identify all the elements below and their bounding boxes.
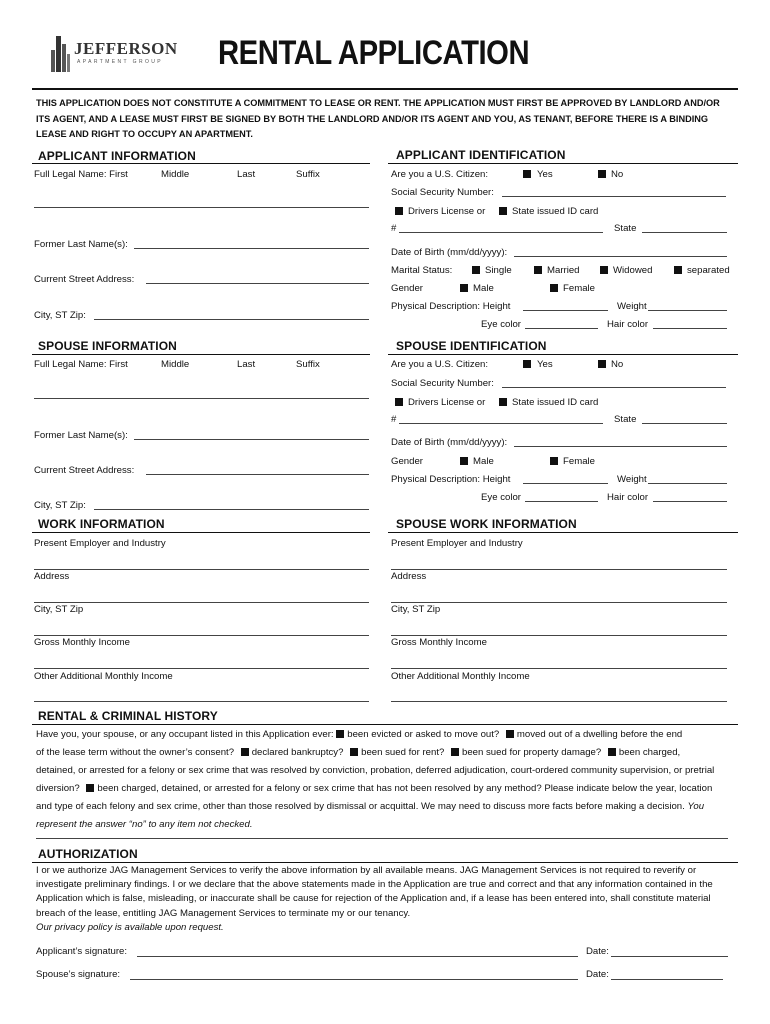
spouse-id-rule [388,354,738,355]
spouse-name-label: Full Legal Name: First [34,359,128,370]
spouse-suffix-label: Suffix [296,359,320,370]
applicant-ssn-field[interactable] [502,196,726,197]
applicant-citizen-yes[interactable] [523,169,553,180]
spouse-work-city-field[interactable] [391,635,727,636]
applicant-phys-label: Physical Description: Height [391,301,511,312]
spouse-work-employer-field[interactable] [391,569,727,570]
work-gross-field[interactable] [34,668,369,669]
applicant-height-field[interactable] [523,310,608,311]
spouse-work-city-label: City, ST Zip [391,604,441,615]
work-employer-label: Present Employer and Industry [34,538,166,549]
diversion-text: diversion? [36,783,80,794]
evicted-option: been evicted or asked to move out? [347,729,500,740]
applicant-middle-label: Middle [161,169,190,180]
applicant-dob-label: Date of Birth (mm/dd/yyyy): [391,247,508,258]
authorization-body: I or we authorize JAG Management Services to verify the above information by all available means. JAG Management Services is not required to reverify or investigate preliminary findings. I or we declare that the above statements made in the Application are true and correct and that any information contained in the Application which is false, misleading, or inaccurate shall be cause for rejection of the Application and, if a lease has been entered into, shall constitute material breach of the lease, entitling JAG Management Services to terminate my or our tenancy. [36,865,713,919]
spouse-work-address-label: Address [391,571,427,582]
spouse-state-label: State [614,414,637,425]
applicant-city-field[interactable] [94,319,369,320]
moved-out-option: moved out of a dwelling before the end [516,729,683,740]
applicant-signature-label: Applicant’s signature: [36,946,128,957]
spouse-state-field[interactable] [642,423,727,424]
logo-name: JEFFERSON [74,39,178,58]
work-city-label: City, ST Zip [34,604,84,615]
spouse-gender-label: Gender [391,456,423,467]
work-address-field[interactable] [34,602,369,603]
spouse-city-label: City, ST Zip: [34,500,86,511]
spouse-dl-option[interactable] [395,397,485,408]
spouse-dob-field[interactable] [514,446,727,447]
marital-separated[interactable] [674,265,730,276]
spouse-street-field[interactable] [146,474,369,475]
spouse-work-address-field[interactable] [391,602,727,603]
widowed-label: Widowed [613,265,653,276]
applicant-stateid-option[interactable] [499,206,598,217]
spouse-info-heading: SPOUSE INFORMATION [38,339,177,353]
spouse-work-gross-field[interactable] [391,668,727,669]
spouse-former-field[interactable] [134,439,369,440]
spouse-phys-label: Physical Description: Height [391,474,511,485]
spouse-work-employer-label: Present Employer and Industry [391,538,523,549]
applicant-former-label: Former Last Name(s): [34,239,128,250]
applicant-weight-label: Weight [617,301,647,312]
applicant-info-rule [32,163,370,164]
female-label: Female [563,283,595,294]
checkbox-icon[interactable] [451,748,459,756]
history-note: represent the answer “no” to any item not checked. [36,819,253,830]
spouse-hair-field[interactable] [653,501,727,502]
no-label: No [611,359,624,370]
applicant-hair-label: Hair color [607,319,649,330]
history-rule [32,724,738,725]
spouse-gender-female[interactable] [550,456,595,467]
work-employer-field[interactable] [34,569,369,570]
applicant-date-field[interactable] [611,956,728,957]
spouse-signature-label: Spouse’s signature: [36,969,121,980]
applicant-eye-label: Eye color [481,319,521,330]
history-heading: RENTAL & CRIMINAL HISTORY [38,709,218,723]
spouse-work-other-field[interactable] [391,701,727,702]
privacy-note: Our privacy policy is available upon request. [36,921,224,933]
checkbox-icon[interactable] [499,398,507,406]
work-rule [32,532,370,533]
applicant-name-label: Full Legal Name: First [34,169,128,180]
spouse-hair-label: Hair color [607,492,649,503]
history-note-start: You [687,801,705,812]
checkbox-icon[interactable] [523,360,531,368]
applicant-name-field[interactable] [34,207,369,208]
spouse-height-field[interactable] [523,483,608,484]
history-intro: Have you, your spouse, or any occupant listed in this Application ever: [36,729,334,740]
authorization-rule [32,862,738,863]
checkbox-icon[interactable] [523,170,531,178]
separated-label: separated [687,265,730,276]
checkbox-icon[interactable] [241,748,249,756]
spouse-work-rule [388,532,738,533]
married-label: Married [547,265,580,276]
applicant-id-heading: APPLICANT IDENTIFICATION [396,148,566,162]
spouse-work-heading: SPOUSE WORK INFORMATION [396,517,577,531]
spouse-weight-label: Weight [617,474,647,485]
charged-resolved-option: been charged, [618,747,681,758]
jefferson-logo-icon [51,36,71,72]
notice-text: THIS APPLICATION DOES NOT CONSTITUTE A COMMITMENT TO LEASE OR RENT. THE APPLICATION MUST FIRST BE APPROVED BY LANDLORD AND/OR ITS AGENT, AND A LEASE MUST FIRST BE SIGNED BY BOTH THE LANDLORD AND/OR ITS AGENT AND YOU, AS TENANT, BEFORE THERE IS A BINDING LEASE AND RIGHT TO OCCUPY AN APARTMENT. [36,98,720,140]
applicant-dl-option[interactable] [395,206,485,217]
checkbox-icon[interactable] [336,730,344,738]
spouse-date-field[interactable] [611,979,723,980]
checkbox-icon[interactable] [499,207,507,215]
checkbox-icon[interactable] [472,266,480,274]
charged-unresolved-option: been charged, detained, or arrested for a felony or sex crime that has not been resolved by any method? Please indicate below the year, location [97,783,713,794]
spouse-middle-label: Middle [161,359,190,370]
spouse-citizen-label: Are you a U.S. Citizen: [391,359,489,370]
checkbox-icon[interactable] [550,457,558,465]
applicant-gender-female[interactable] [550,283,595,294]
spouse-last-label: Last [237,359,256,370]
dl-label: Drivers License or [408,397,486,408]
page-title: RENTAL APPLICATION [218,34,530,72]
bankruptcy-option: declared bankruptcy? [251,747,344,758]
checkbox-icon[interactable] [350,748,358,756]
spouse-weight-field[interactable] [648,483,727,484]
work-other-label: Other Additional Monthly Income [34,671,173,682]
spouse-dob-label: Date of Birth (mm/dd/yyyy): [391,437,508,448]
applicant-street-label: Current Street Address: [34,274,135,285]
checkbox-icon[interactable] [460,284,468,292]
female-label: Female [563,456,595,467]
marital-widowed[interactable] [600,265,652,276]
marital-single[interactable] [472,265,512,276]
applicant-gender-label: Gender [391,283,423,294]
spouse-number-field[interactable] [399,423,603,424]
applicant-suffix-label: Suffix [296,169,320,180]
checkbox-icon[interactable] [550,284,558,292]
checkbox-icon[interactable] [598,360,606,368]
applicant-info-heading: APPLICANT INFORMATION [38,149,196,163]
authorization-heading: AUTHORIZATION [38,847,138,861]
applicant-ssn-label: Social Security Number: [391,187,494,198]
checkbox-icon[interactable] [608,748,616,756]
single-label: Single [485,265,512,276]
applicant-street-field[interactable] [146,283,369,284]
history-instructions: and type of each felony and sex crime, other than those resolved by dismissal or acquittal. We may need to discuss more facts before making a decision. [36,801,685,812]
no-label: No [611,169,624,180]
spouse-number-label: # [391,414,397,425]
applicant-city-label: City, ST Zip: [34,310,86,321]
spouse-signature-field[interactable] [130,979,578,980]
sued-damage-option: been sued for property damage? [462,747,602,758]
checkbox-icon[interactable] [598,170,606,178]
title-divider [32,88,738,90]
spouse-former-label: Former Last Name(s): [34,430,128,441]
checkbox-icon[interactable] [534,266,542,274]
spouse-eye-field[interactable] [525,501,598,502]
checkbox-icon[interactable] [674,266,682,274]
marital-married[interactable] [534,265,580,276]
male-label: Male [473,456,494,467]
yes-label: Yes [537,359,553,370]
work-heading: WORK INFORMATION [38,517,165,531]
checkbox-icon[interactable] [86,784,94,792]
spouse-street-label: Current Street Address: [34,465,135,476]
spouse-stateid-option[interactable] [499,397,598,408]
applicant-weight-field[interactable] [648,310,727,311]
applicant-signature-field[interactable] [137,956,578,957]
moved-out-option-cont: of the lease term without the owner’s consent? [36,747,235,758]
checkbox-icon[interactable] [395,398,403,406]
state-id-label: State issued ID card [512,397,599,408]
applicant-marital-label: Marital Status: [391,265,453,276]
applicant-former-field[interactable] [134,248,369,249]
authorization-text [36,864,742,935]
applicant-number-field[interactable] [399,232,603,233]
work-address-label: Address [34,571,70,582]
spouse-work-other-label: Other Additional Monthly Income [391,671,530,682]
spouse-info-rule [32,354,370,355]
applicant-citizen-no[interactable] [598,169,623,180]
work-other-field[interactable] [34,701,369,702]
applicant-last-label: Last [237,169,256,180]
checkbox-icon[interactable] [460,457,468,465]
logo-subtitle: APARTMENT GROUP [77,59,164,65]
history-answer-field[interactable] [36,838,728,839]
spouse-name-field[interactable] [34,398,369,399]
work-city-field[interactable] [34,635,369,636]
checkbox-icon[interactable] [600,266,608,274]
applicant-date-label: Date: [586,946,609,957]
checkbox-icon[interactable] [506,730,514,738]
applicant-citizen-label: Are you a U.S. Citizen: [391,169,489,180]
checkbox-icon[interactable] [395,207,403,215]
applicant-dob-field[interactable] [514,256,727,257]
applicant-state-field[interactable] [642,232,727,233]
spouse-work-gross-label: Gross Monthly Income [391,637,487,648]
spouse-ssn-field[interactable] [502,387,726,388]
yes-label: Yes [537,169,553,180]
work-gross-label: Gross Monthly Income [34,637,130,648]
applicant-state-label: State [614,223,637,234]
applicant-id-rule [388,163,738,164]
applicant-gender-male[interactable] [460,283,494,294]
spouse-citizen-no[interactable] [598,359,623,370]
spouse-city-field[interactable] [94,509,369,510]
spouse-ssn-label: Social Security Number: [391,378,494,389]
applicant-number-label: # [391,223,397,234]
state-id-label: State issued ID card [512,206,599,217]
spouse-gender-male[interactable] [460,456,494,467]
spouse-citizen-yes[interactable] [523,359,553,370]
male-label: Male [473,283,494,294]
applicant-eye-field[interactable] [525,328,598,329]
applicant-hair-field[interactable] [653,328,727,329]
dl-label: Drivers License or [408,206,486,217]
spouse-date-label: Date: [586,969,609,980]
spouse-id-heading: SPOUSE IDENTIFICATION [396,339,547,353]
sued-rent-option: been sued for rent? [361,747,445,758]
charged-resolved-option-cont: detained, or arrested for a felony or sex crime that was resolved by conviction, probation, deferred adjudication, court-ordered community supervision, or pretrial [36,765,715,776]
history-question [36,726,742,834]
spouse-eye-label: Eye color [481,492,521,503]
